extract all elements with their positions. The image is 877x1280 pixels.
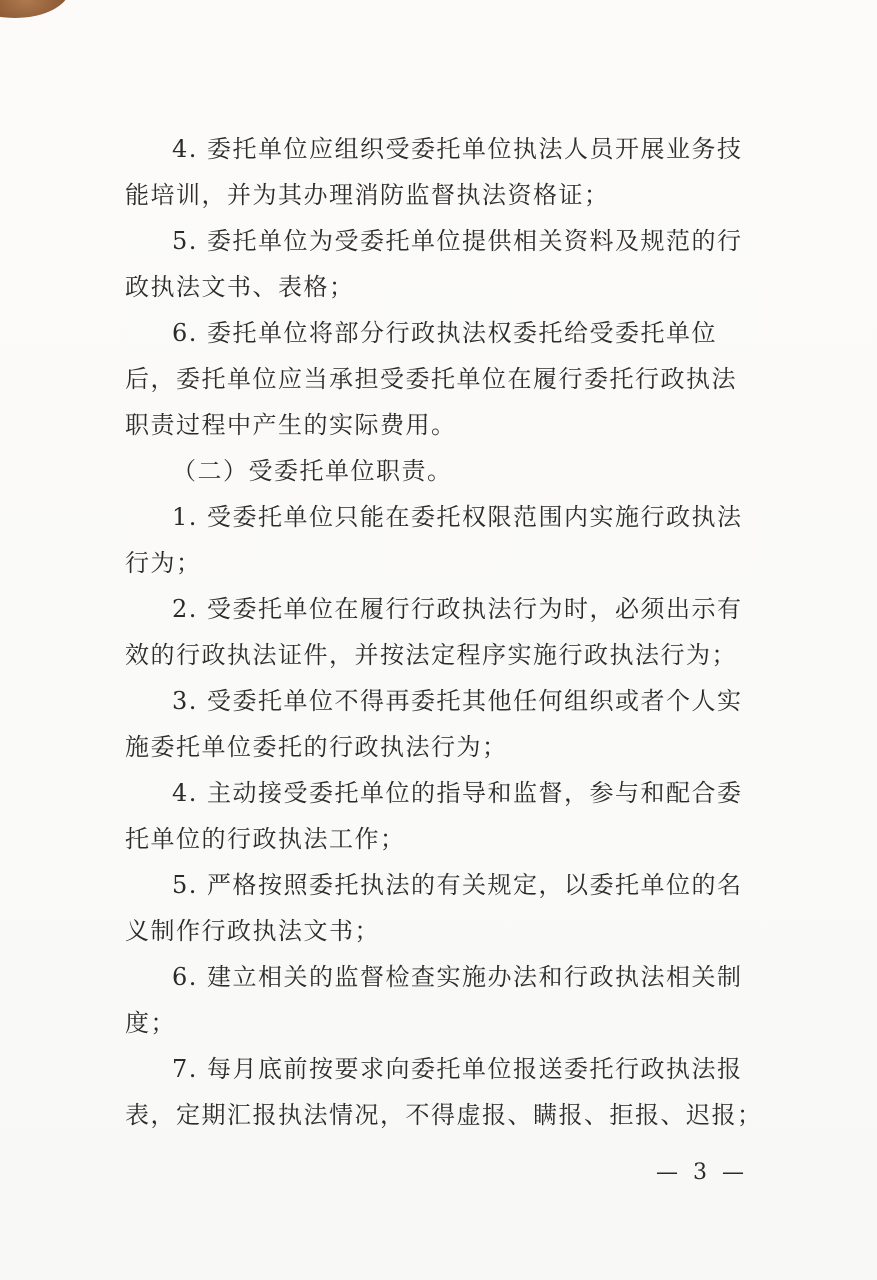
paragraph-2b-line-1: 2. 受委托单位在履行行政执法行为时，必须出示有 bbox=[172, 595, 743, 623]
section-heading: （二）受委托单位职责。 bbox=[172, 457, 453, 485]
paragraph-1b-line-2: 行为； bbox=[125, 549, 202, 577]
paragraph-2b-line-2: 效的行政执法证件，并按法定程序实施行政执法行为； bbox=[125, 641, 737, 669]
paragraph-7b-line-1: 7. 每月底前按要求向委托单位报送委托行政执法报 bbox=[172, 1055, 743, 1083]
paragraph-5b-line-2: 义制作行政执法文书； bbox=[125, 917, 380, 945]
paragraph-1b-line-1: 1. 受委托单位只能在委托权限范围内实施行政执法 bbox=[172, 503, 743, 531]
paragraph-4b-line-2: 托单位的行政执法工作； bbox=[125, 825, 406, 853]
paragraph-6a-line-2: 后，委托单位应当承担受委托单位在履行委托行政执法 bbox=[125, 365, 737, 393]
paragraph-4b-line-1: 4. 主动接受委托单位的指导和监督，参与和配合委 bbox=[172, 779, 743, 807]
paragraph-6b-line-2: 度； bbox=[125, 1009, 176, 1037]
paragraph-6a-line-1: 6. 委托单位将部分行政执法权委托给受委托单位 bbox=[172, 319, 718, 347]
paragraph-6b-line-1: 6. 建立相关的监督检查实施办法和行政执法相关制 bbox=[172, 963, 743, 991]
paragraph-3b-line-1: 3. 受委托单位不得再委托其他任何组织或者个人实 bbox=[172, 687, 743, 715]
paragraph-5b-line-1: 5. 严格按照委托执法的有关规定，以委托单位的名 bbox=[172, 871, 743, 899]
page-corner-shadow bbox=[0, 0, 70, 18]
paragraph-4a-line-2: 能培训，并为其办理消防监督执法资格证； bbox=[125, 181, 610, 209]
paragraph-5a-line-1: 5. 委托单位为受委托单位提供相关资料及规范的行 bbox=[172, 227, 743, 255]
paragraph-5a-line-2: 政执法文书、表格； bbox=[125, 273, 355, 301]
paragraph-7b-line-2: 表，定期汇报执法情况，不得虚报、瞒报、拒报、迟报； bbox=[125, 1101, 763, 1129]
page-number: — 3 — bbox=[656, 1160, 748, 1185]
paragraph-3b-line-2: 施委托单位委托的行政执法行为； bbox=[125, 733, 508, 761]
paragraph-6a-line-3: 职责过程中产生的实际费用。 bbox=[125, 411, 457, 439]
paragraph-4a-line-1: 4. 委托单位应组织受委托单位执法人员开展业务技 bbox=[172, 135, 743, 163]
